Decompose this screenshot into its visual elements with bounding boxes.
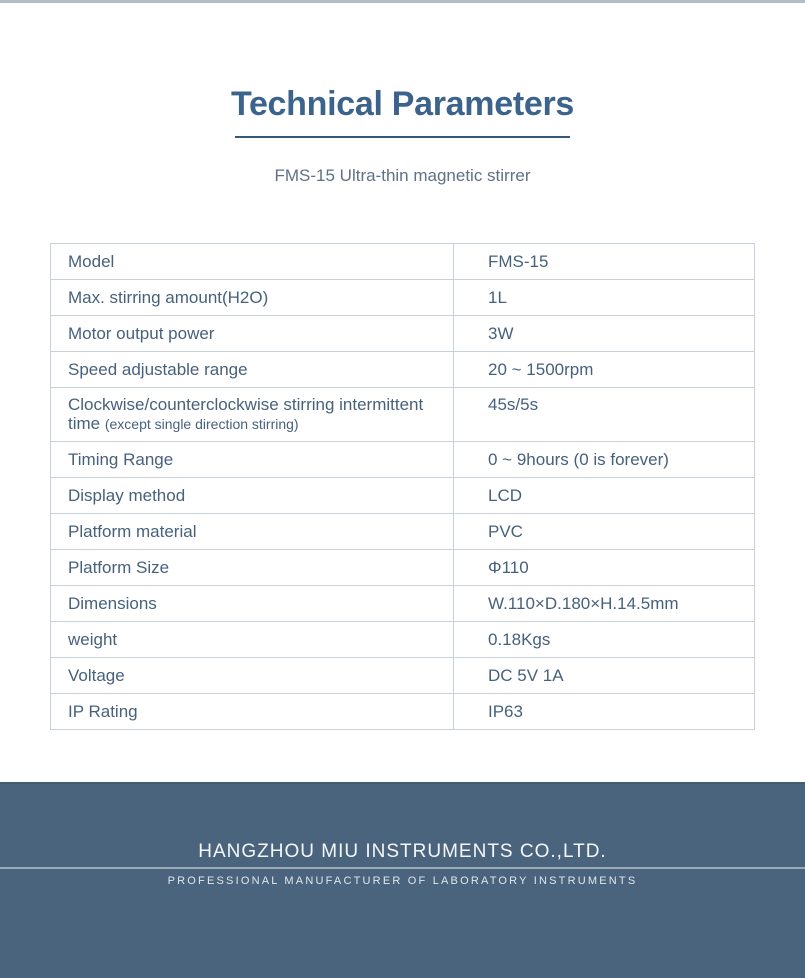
product-subtitle: FMS-15 Ultra-thin magnetic stirrer [274,166,531,185]
table-row [51,694,755,730]
spec-value: 20 ~ 1500rpm [454,352,755,388]
spec-value: 3W [454,316,755,352]
spec-value: IP63 [454,694,755,730]
spec-label: Max. stirring amount(H2O) [51,280,454,316]
spec-value: W.110×D.180×H.14.5mm [454,586,755,622]
company-name: HANGZHOU MIU INSTRUMENTS CO.,LTD. [198,841,607,862]
table-row [51,478,755,514]
table-row [51,388,755,442]
table-row [51,316,755,352]
spec-label: weight [51,622,454,658]
table-row [51,550,755,586]
table-row [51,352,755,388]
table-row [51,586,755,622]
table-row [51,442,755,478]
spec-table-body [51,244,755,730]
spec-label-note: (except single direction stirring) [104,416,299,432]
spec-label: Speed adjustable range [51,352,454,388]
spec-label: Voltage [51,658,454,694]
spec-value: DC 5V 1A [454,658,755,694]
table-row [51,622,755,658]
table-row [51,514,755,550]
page-title: Technical Parameters [231,85,574,123]
title-underline [235,136,570,138]
spec-label: Model [51,244,454,280]
table-row [51,244,755,280]
footer [0,782,805,978]
spec-value: LCD [454,478,755,514]
footer-divider-line [0,867,805,869]
company-tagline: PROFESSIONAL MANUFACTURER OF LABORATORY INSTRUMENTS [167,875,638,887]
spec-label: Dimensions [51,586,454,622]
top-accent-bar [0,0,805,3]
spec-label: Display method [51,478,454,514]
spec-value: 45s/5s [454,388,755,442]
spec-value: 0 ~ 9hours (0 is forever) [454,442,755,478]
spec-label: Platform Size [51,550,454,586]
spec-label: Platform material [51,514,454,550]
spec-label: Motor output power [51,316,454,352]
spec-label: IP Rating [51,694,454,730]
spec-value: 1L [454,280,755,316]
spec-value: 0.18Kgs [454,622,755,658]
spec-value: Φ110 [454,550,755,586]
table-row [51,280,755,316]
spec-value: PVC [454,514,755,550]
spec-value: FMS-15 [454,244,755,280]
spec-label: Timing Range [51,442,454,478]
table-row [51,658,755,694]
spec-table [50,243,755,730]
spec-label: Clockwise/counterclockwise stirring intermittent time (except single direction stirring) [51,388,454,442]
